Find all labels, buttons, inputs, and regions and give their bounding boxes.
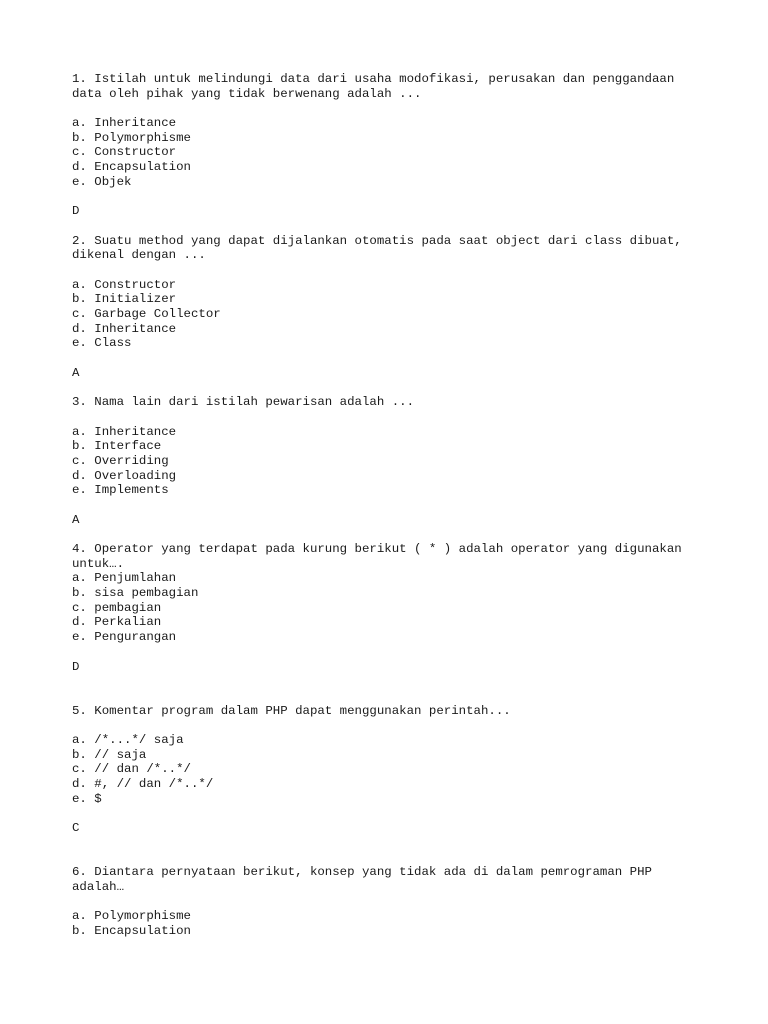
option-c: c. Overriding (72, 453, 169, 468)
answer-key: A (72, 365, 80, 380)
question-2 (72, 234, 712, 396)
option-c: c. Garbage Collector (72, 307, 221, 321)
option-d: d. Encapsulation (72, 160, 191, 175)
question-text: untuk…. (72, 556, 125, 571)
question-4 (72, 542, 712, 704)
option-e: e. $ (72, 791, 102, 806)
option-b: b. Initializer (72, 292, 177, 307)
option-a: a. Polymorphisme (72, 909, 191, 924)
question-text: dikenal dengan ... (72, 248, 206, 263)
option-e: e. Implements (72, 483, 169, 498)
option-d: d. #, // dan /*..*/ (72, 777, 214, 792)
question-text: adalah… (72, 879, 125, 894)
option-e: e. Class (72, 336, 132, 351)
option-b: b. sisa pembagian (72, 586, 199, 601)
answer-key: D (72, 204, 80, 219)
option-c: c. // dan /*..*/ (72, 762, 191, 777)
option-a: a. /*...*/ saja (72, 732, 184, 747)
option-a: a. Constructor (72, 277, 177, 292)
question-text: 4. Operator yang terdapat pada kurung berikut ( * ) adalah operator yang digunakan (72, 542, 682, 556)
answer-key: D (72, 659, 80, 674)
answer-key: A (72, 512, 80, 527)
option-b: b. Encapsulation (72, 923, 191, 938)
option-c: c. Constructor (72, 145, 177, 160)
option-e: e. Objek (72, 174, 132, 189)
question-text: 3. Nama lain dari istilah pewarisan adalah ... (72, 395, 415, 410)
option-d: d. Inheritance (72, 321, 177, 336)
question-text: 2. Suatu method yang dapat dijalankan otomatis pada saat object dari class dibuat, (72, 233, 682, 248)
option-b: b. Interface (72, 439, 162, 454)
option-a: a. Inheritance (72, 424, 177, 439)
option-a: a. Penjumlahan (72, 571, 177, 586)
answer-key: C (72, 821, 80, 836)
option-d: d. Overloading (72, 468, 177, 483)
question-1 (72, 72, 712, 234)
question-text: 5. Komentar program dalam PHP dapat menggunakan perintah... (72, 703, 511, 718)
option-d: d. Perkalian (72, 615, 162, 630)
document-page (72, 72, 712, 939)
option-a: a. Inheritance (72, 116, 177, 131)
option-b: b. // saja (72, 747, 147, 762)
question-6 (72, 865, 712, 938)
question-text: 1. Istilah untuk melindungi data dari usaha modofikasi, perusakan dan penggandaan (72, 72, 675, 86)
question-text: 6. Diantara pernyataan berikut, konsep yang tidak ada di dalam pemrograman PHP (72, 865, 652, 880)
option-c: c. pembagian (72, 600, 162, 615)
question-text: data oleh pihak yang tidak berwenang adalah ... (72, 86, 422, 101)
question-5 (72, 704, 712, 866)
option-b: b. Polymorphisme (72, 130, 191, 145)
question-3 (72, 395, 712, 542)
option-e: e. Pengurangan (72, 630, 177, 645)
